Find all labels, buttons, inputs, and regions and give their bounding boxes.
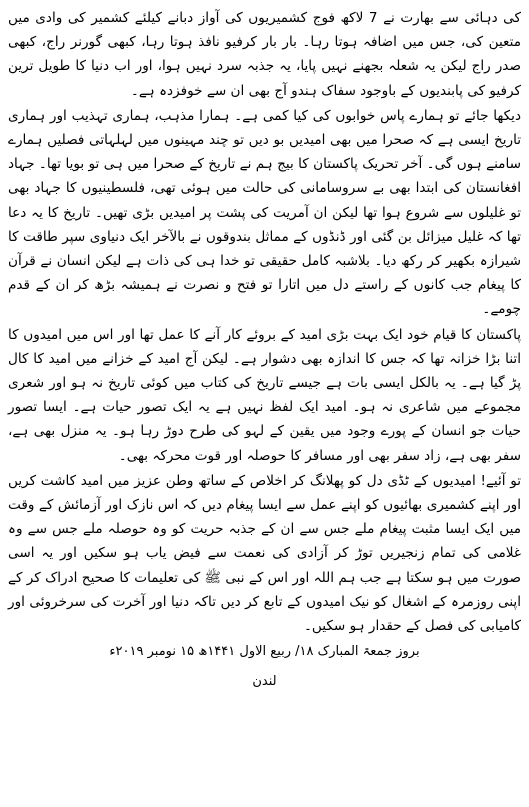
article-paragraph-2: دیکھا جائے تو ہمارے پاس خوابوں کی کیا کمی ہے۔ ہمارا مذہب، ہماری تہذیب اور ہماری تاریخ ایسی ہے کہ صحرا میں بھی امیدیں بو دیں تو چند مہینوں میں لہلہاتی فصلیں ہمارے سامنے ہوں گی۔ آخر تحریک پاکستان کا بیج ہم نے تاریخ کے صحرا میں ہی تو بویا تھا۔ جہاد افغانستان کی ابتدا بھی بے سروسامانی کی حالت میں ہوئی تھی، فلسطینیوں کا جہاد بھی تو غلیلوں سے شروع ہوا تھا لیکن ان آمریت کی پشت پر امیدیں بڑی تھیں۔ تاریخ کا یہ دعا تھا کہ غلیل میزائل بن گئی اور ڈنڈوں کے مماثل بندوقوں نے بالآخر ایک دنیاوی سپر طاقت کا شیرازہ بکھیر کر رکھ دیا۔ بلاشبہ کامل حقیقی تو خدا ہی کی ذات ہے لیکن انسان نے قرآن کا پیغام جب کانوں کے راستے دل میں اتارا تو فتح و نصرت نے ہمیشہ بڑھ کر ان کے قدم چومے۔ [8,107,521,318]
date-line: بروز جمعۃ المبارک ۱۸/ ربیع الاول ۱۴۴۱ھ ۱۵ نومبر ۲۰۱۹ء [109,644,420,660]
article-paragraph-1: کی دہائی سے بھارت نے 7 لاکھ فوج کشمیریوں کی آواز دبانے کیلئے کشمیر کی وادی میں متعین کی، جس میں اضافہ ہوتا رہا۔ بار بار کرفیو نافذ ہوتا رہا، کبھی گورنر راج، کبھی صدر راج لیکن یہ شعلہ بجھنے نہیں پایا، یہ جذبہ سرد نہیں ہوا، اور اب دنیا کا طویل ترین کرفیو کی پابندیوں کے باوجود سفاک ہندو آج بھی ان سے خوفزدہ ہے۔ [8,10,521,99]
article-paragraph-4: تو آئیے! امیدیوں کے ٹڈی دل کو پھلانگ کر اخلاص کے ساتھ وطن عزیز میں امید کاشت کریں اور اپنے کشمیری بھائیوں کو اپنے عمل سے ایسا پیغام دیں کہ اس نازک اور آزمائش کے وقت میں ایک ایسا مثبت پیغام ملے جس سے ان کے جذبہ حریت کو وہ حوصلہ ملے جس سے وہ غلامی کی تمام زنجیریں توڑ کر آزادی کی نعمت سے فیض یاب ہو سکیں اور یہ اسی صورت میں ہو سکتا ہے جب ہم اللہ اور اس کے نبی ﷺ کی تعلیمات کا صحیح ادراک کر کے اپنی روزمرہ کے اشغال کو نیک امیدوں کے تابع کر دیں تاکہ دنیا اور آخرت کی سرخروئی اور کامیابی کی فصل کے حقدار ہو سکیں۔ [8,472,521,635]
article-paragraph-3: پاکستان کا قیام خود ایک بہت بڑی امید کے بروئے کار آنے کا عمل تھا اور اس میں امیدوں کا اتنا بڑا خزانہ تھا کہ جس کا اندازہ بھی دشوار ہے۔ لیکن آج امید کے خزانے میں امید کا کال پڑ گیا ہے۔ یہ بالکل ایسی بات ہے جیسے تاریخ کی کتاب میں کوئی تاریخ نہ ہو اور شعری مجموعے میں شاعری نہ ہو۔ امید ایک لفظ نہیں ہے یہ ایک تصور حیات ہے۔ ایسا تصور حیات جو انسان کے پورے وجود میں یقین کے لہو کی طرح دوڑ رہا ہو۔ یہ منزل بھی ہے، سفر بھی ہے، زاد سفر بھی اور مسافر کا حوصلہ اور قوت محرکہ بھی۔ [8,326,521,464]
place-line: لندن [252,674,277,690]
